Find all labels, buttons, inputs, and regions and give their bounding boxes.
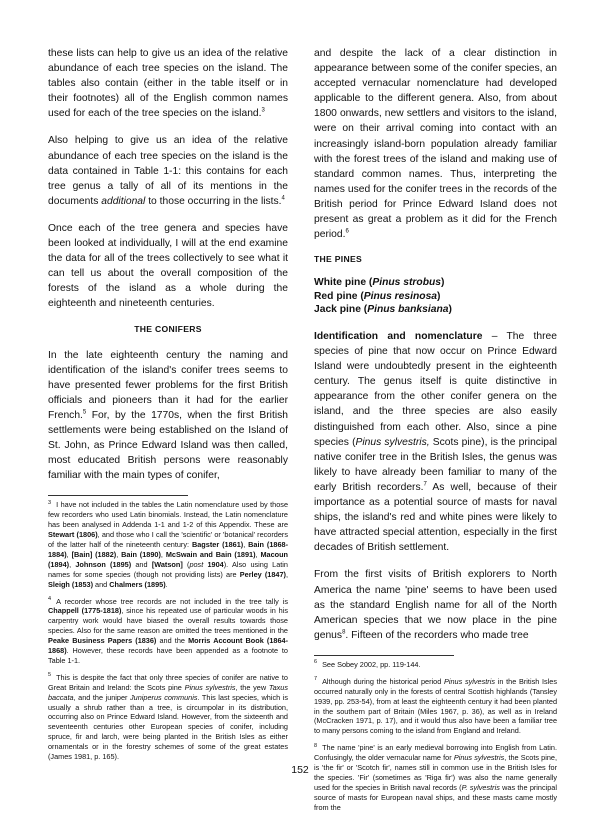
text: to those occurring in the lists. (145, 195, 282, 207)
species-list (314, 276, 557, 317)
page-number: 152 (291, 764, 309, 776)
footnote-number: 4 (48, 596, 52, 603)
footnote-number: 3 (48, 499, 52, 506)
text: In the late eighteenth century the naming and identification of the island's conifer trees seems to have presented fewer problems for the first British officials and pioneers than it had for the earlier French. (48, 349, 288, 421)
paragraph (48, 133, 288, 208)
footnote-ref: 8 (342, 629, 346, 636)
species-white-pine: White pine (Pinus strobus) (314, 277, 445, 289)
footnote-number: 5 (48, 672, 52, 679)
text: For, by the 1770s, when the first British settlements were being established on the Island of St. John, as Prince Edward Island was then called, most educated British persons were reasonably familiar with the main types of conifer, (48, 409, 288, 482)
paragraph (48, 46, 288, 121)
footnote: $^4$ A recorder whose tree records are not included in the tree tally is Chappell (1775-1818), since his repeated use of particular woods in his carpentry work would have biased the overall results towards those species. Also for the same reason are omitted the trees mentioned in the Peake Business Papers (1836) and the Morris Account Book (1864-1868). However, these records have been appended as a footnote to Table 1-1. (48, 596, 288, 665)
paragraph: Once each of the tree genera and species have been looked at individually, I will at the end examine the data for all of the trees collectively to see what it can tell us about the overall composition of the forests of the island as a whole during the eighteenth and nineteenth centuries. (48, 222, 288, 310)
text: Also helping to give us an idea of the relative abundance of each tree species on the island is the data contained in Table 1-1: this contains for each tree genus a tally of all of its mentions in the documents (48, 135, 288, 207)
footnote-divider (314, 655, 454, 656)
footnote-ref: 4 (281, 195, 285, 202)
species-jack-pine: Jack pine (Pinus banksiana) (314, 304, 452, 316)
species-red-pine: Red pine (Pinus resinosa) (314, 290, 441, 302)
run-in-heading: Identification and nomenclature (314, 331, 483, 342)
paragraph: From the first visits of British explorers to North America the name 'pine' seems to have been used as the standard English name for all of the North American species that we now place in the pine genus$^8$. Fifteen of the recorders who made tree (314, 569, 557, 641)
footnote-number: 8 (314, 742, 318, 749)
footnote: $^8$ The name 'pine' is an early medieval borrowing into English from Latin. Confusingly, the older vernacular name for Pinus sylvestris, the Scots pine, is 'the fir' or 'Scotch fir', names still in common use in the British Isles for the species. 'Fir' (sometimes as 'Riga fir') was also the name generally used for the species in British naval records (P. sylvestris was the principal source of masts for European naval ships, and these masts came mostly from the (314, 742, 557, 812)
footnote: $^5$ This is despite the fact that only three species of conifer are native to Great Britain and Ireland: the Scots pine Pinus sylvestris, the yew Taxus baccata, and the juniper Juniperus communis. This last species, which is usually a shrub rather than a tree, is circumpolar in its distribution, occurring also on Prince Edward Island. However, from the sixteenth and seventeenth centuries other European species of conifer, including spruce, fir and larch, were being planted in the British Isles as either ornamentals or in the forestry schemes of some of the great estates (James 1981, p. 165). (48, 672, 289, 762)
text: and despite the lack of a clear distinction in appearance between some of the conifer species, an accepted vernacular nomenclature had developed applicable to the different genera. Also, from about 1800 onwards, new settlers and visitors to the island, were on their arrival coming into contact with an increasingly island-born population already familiar with the forest trees of the island and making use of standard common names. Thus, interpreting the names used for the conifer trees in the records of the British period for Prince Edward Island does not present as great a problem as it did for the French period. (314, 48, 557, 241)
footnote-ref: 7 (423, 481, 427, 488)
footnote-ref: 3 (261, 107, 265, 114)
footnote-ref: 5 (82, 409, 87, 416)
section-heading: THE CONIFERS (134, 323, 202, 334)
paragraph: Identification and nomenclature – The three species of pine that now occur on Prince Edward Island were undoubtedly present in the eighteenth century. The genus itself is quite distinctive in appearance from the other conifer genera on the island, and the three species are also easily distinguished from each other. Also, since a pine species (Pinus sylvestris, Scots pine), is the principal native conifer tree in the British Isles, the genus was likely to have already been familiar to many of the early British recorders.$^7$ As well, because of their importance as a potential source of masts for naval ships, the island's red and white pines were likely to have attracted special attention, especially in the first decades of British settlement. (314, 331, 557, 554)
footnote: $^3$ I have not included in the tables the Latin nomenclature used by those few recorders who used Latin binomials. Instead, the Latin nomenclature has been analysed in Addenda 1-1 and 1-2 of this Appendix. These are Stewart (1806), and those who I call the 'scientific' or 'botanical' recorders of the latter half of the nineteenth century: Bagster (1861), Bain (1868-1884), [Bain] (1882), Bain (1890), McSwain and Bain (1891), Macoun (1894), Johnson (1895) and [Watson] (post 1904). Also using Latin names for some species (though not providing lists) are Perley (1847), Sleigh (1853) and Chalmers (1895). (48, 499, 289, 589)
paragraph (314, 46, 557, 242)
right-column (314, 46, 557, 820)
footnote: $^7$ Although during the historical period Pinus sylvestris in the British Isles occurred naturally only in the forests of central Scottish highlands (Tansley 1939, pp. 253-54), from at least the eighteenth century it had been planted in the southern part of Britain (Miles 1967, p. 36), as well as in Ireland (McCracken 1971, p. 17), and it would thus also have been a familiar tree to many persons coming to the island from England and Ireland. (314, 676, 558, 736)
footnote-ref: 6 (345, 228, 349, 235)
footnote: $^6$ See Sobey 2002, pp. 119-144. (314, 659, 421, 669)
paragraph (48, 348, 288, 484)
left-column (48, 46, 288, 769)
text: these lists can help to give us an idea of the relative abundance of each tree species on the island. The tables also contain (either in the table itself or in their footnotes) all of the English common names used for each of the tree species on the island. (48, 48, 288, 120)
section-heading: THE PINES (314, 254, 363, 265)
emphasis: additional (101, 195, 146, 207)
footnote-number: 6 (314, 659, 318, 666)
footnote-divider (48, 495, 188, 496)
footnote-number: 7 (314, 676, 318, 683)
